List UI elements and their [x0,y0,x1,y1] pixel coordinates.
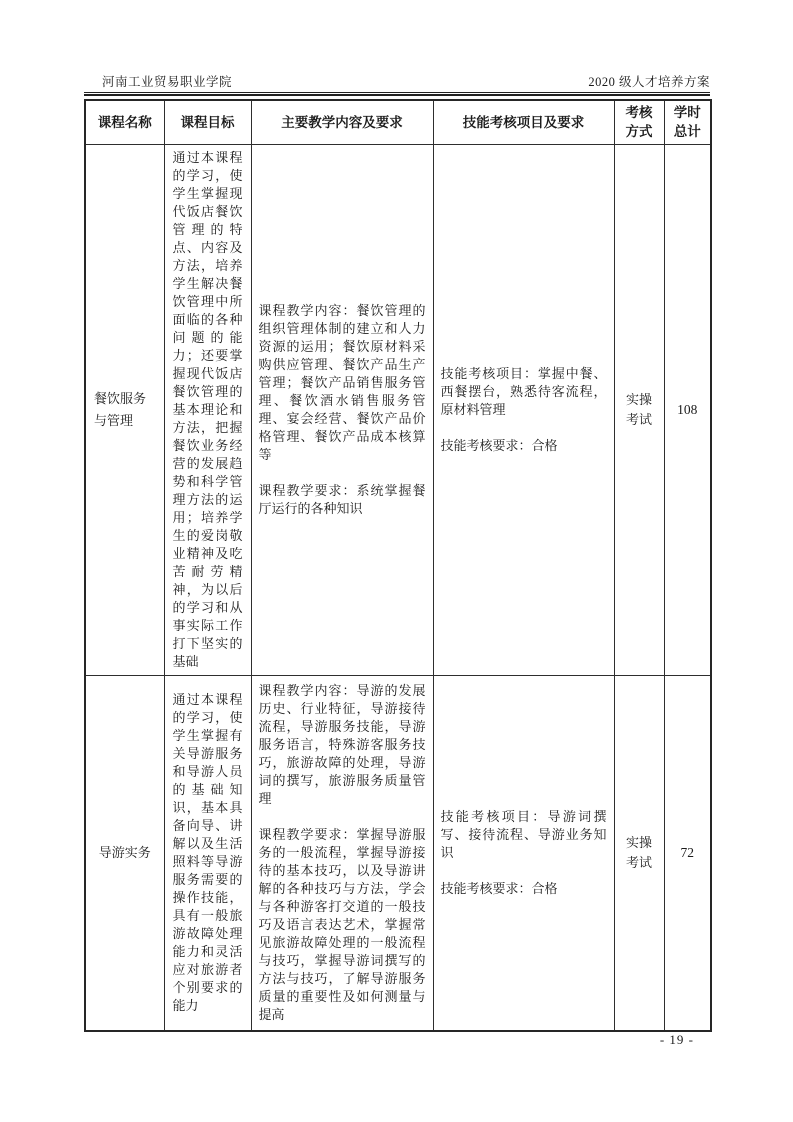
teaching-content-cell [251,675,433,1031]
col-header-teaching-content: 主要教学内容及要求 [251,100,433,144]
teaching-content-text: 课程教学内容：导游的发展历史、行业特征，导游接待流程，导游服务技能，导游服务语言，特殊游客服务技巧，旅游故障的处理，导游词的撰写，旅游服务质量管理 [258,682,426,806]
teaching-content-text: 课程教学内容：餐饮管理的组织管理体制的建立和人力资源的运用；餐饮原材料采购供应管理、餐饮产品生产管理；餐饮产品销售服务管理、餐饮酒水销售服务管理、宴会经营、餐饮产品价格管理、餐饮产品成本核算等 [258,302,426,462]
header-rule [84,92,710,96]
teaching-requirement-text: 课程教学要求：掌握导游服务的一般流程，掌握导游接待的基本技巧，以及导游讲解的各种技巧与方法，学会与各种游客打交道的一般技巧及语言表达艺术，掌握常见旅游故障处理的一般流程与技巧，掌握导游词撰写的方法与技巧，了解导游服务质量的重要性及如何测量与提高 [258,826,426,1022]
table-row-tour-guide-practice [85,675,711,1031]
course-objectives-cell: 通过本课程的学习，使学生掌握有关导游服务和导游人员的基础知识，基本具备向导、讲解以及生活照料等导游服务需要的操作技能，具有一般旅游故障处理能力和灵活应对旅游者个别要求的能力 [164,675,251,1031]
col-header-skill-assessment: 技能考核项目及要求 [433,100,614,144]
teaching-content-cell [251,144,433,675]
total-hours-cell: 72 [664,675,711,1031]
col-header-course-objectives: 课程目标 [164,100,251,144]
skill-assessment-items-text: 技能考核项目：导游词撰写、接待流程、导游业务知识 [440,808,607,860]
table-header-row [85,100,711,144]
col-header-assessment-method: 考核方式 [614,100,664,144]
col-header-total-hours: 学时总计 [664,100,711,144]
page-footer [84,1032,710,1048]
skill-assessment-requirement-text: 技能考核要求：合格 [440,880,558,896]
course-name: 餐饮服务与管理 [94,390,147,428]
course-name: 导游实务 [98,844,151,860]
table-row-catering-service [85,144,711,675]
page-header [84,74,710,90]
skill-assessment-requirement-text: 技能考核要求：合格 [440,437,558,453]
assessment-method-cell: 实操考试 [614,675,664,1031]
course-name-cell [85,675,164,1031]
plan-title: 2020 级人才培养方案 [588,75,710,89]
course-table [84,99,712,1032]
school-name: 河南工业贸易职业学院 [102,75,233,89]
course-objectives-cell: 通过本课程的学习，使学生掌握现代饭店餐饮管理的特点、内容及方法，培养学生解决餐饮管理中所面临的各种问题的能力；还要掌握现代饭店餐饮管理的基本理论和方法，把握餐饮业务经营的发展趋势和科学管理方法的运用；培养学生的爱岗敬业精神及吃苦耐劳精神，为以后的学习和从事实际工作打下坚实的基础 [164,144,251,675]
skill-assessment-cell [433,144,614,675]
skill-assessment-cell [433,675,614,1031]
page-number: - 19 - [659,1032,694,1047]
course-name-cell [85,144,164,675]
skill-assessment-items-text: 技能考核项目：掌握中餐、西餐摆台，熟悉待客流程，原材料管理 [440,365,607,417]
col-header-course-name: 课程名称 [85,100,164,144]
assessment-method-cell: 实操考试 [614,144,664,675]
total-hours-cell: 108 [664,144,711,675]
teaching-requirement-text: 课程教学要求：系统掌握餐厅运行的各种知识 [258,482,426,516]
